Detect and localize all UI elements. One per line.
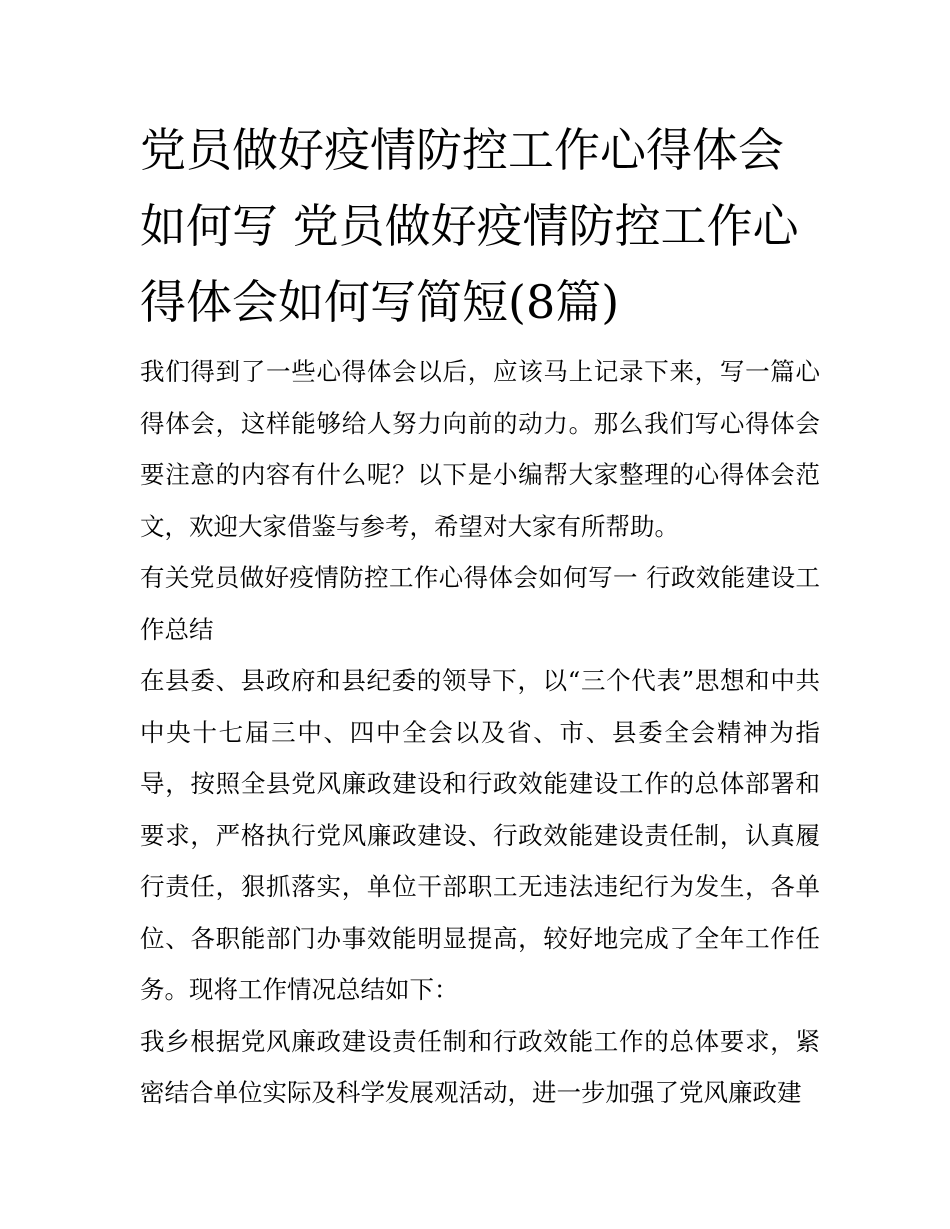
body-paragraph: 在县委、县政府和县纪委的领导下，以“三个代表”思想和中共中央十七届三中、四中全会以及省、市、县委全会精神为指导，按照全县党风廉政建设和行政效能建设工作的总体部署和要求，严格执行党风廉政建设、行政效能建设责任制，认真履行责任，狠抓落实，单位干部职工无违法违纪行为发生，各单位、各职能部门办事效能明显提高，较好地完成了全年工作任务。现将工作情况总结如下： <box>140 666 820 1004</box>
document-title: 党员做好疫情防控工作心得体会如何写 党员做好疫情防控工作心得体会如何写简短(8篇) <box>140 123 799 329</box>
intro-paragraph: 我们得到了一些心得体会以后，应该马上记录下来，写一篇心得体会，这样能够给人努力向前的动力。那么我们写心得体会要注意的内容有什么呢？以下是小编帮大家整理的心得体会范文，欢迎大家借鉴与参考，希望对大家有所帮助。 <box>140 357 820 541</box>
body-paragraph: 我乡根据党风廉政建设责任制和行政效能工作的总体要求，紧密结合单位实际及科学发展观活动，进一步加强了党风廉政建 <box>140 1026 820 1107</box>
section-heading: 有关党员做好疫情防控工作心得体会如何写一 行政效能建设工作总结 <box>140 563 820 644</box>
document-body <box>140 112 820 1119</box>
